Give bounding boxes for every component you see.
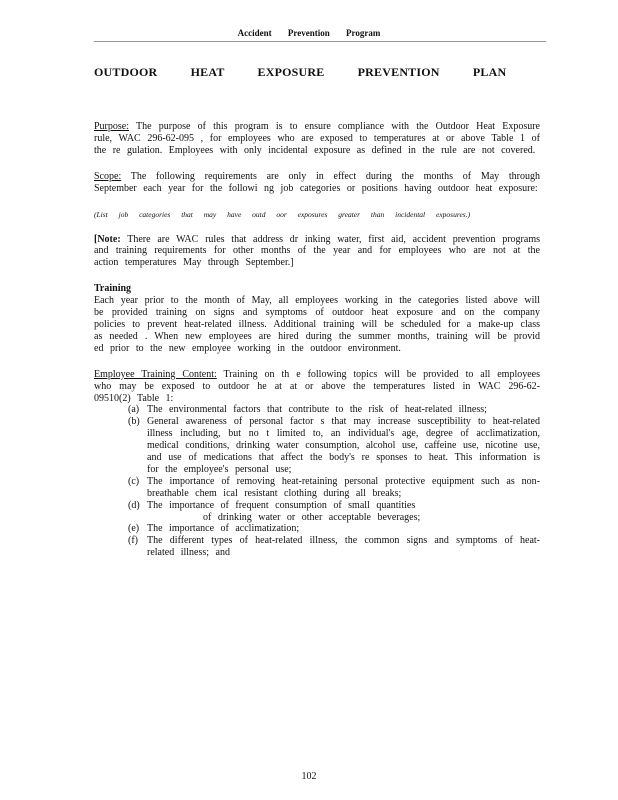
list-item-label: (b) [128,416,140,428]
document-title: OUTDOOR HEAT EXPOSURE PREVENTION PLAN [94,65,507,79]
list-item-text: General awareness of personal factor s that may increase susceptibility to heat-related illness including, but no t limited to, an individual's age, degree of acclimatization, medical conditions, drinking water consumption, alcohol use, caffeine use, nicotine use, and use of medications that affect the body's re sponses to heat. This information is for the employee's personal use; [147,416,540,475]
training-content-paragraph [94,369,540,405]
scope-label: Scope: [94,170,122,182]
training-content-label: Employee Training Content: [94,368,217,380]
list-item-text: The importance of acclimatization; [147,523,300,535]
list-item [94,523,540,535]
list-item-label: (c) [128,475,140,487]
training-heading: Training [94,283,132,295]
list-item [94,500,540,524]
list-item-label: (e) [128,523,140,535]
training-paragraph [94,283,540,354]
scope-paragraph [94,171,540,195]
list-item [94,404,540,416]
purpose-text: The purpose of this program is to ensure compliance with the Outdoor Heat Exposure rule, WAC 296-62-095 , for employees who are exposed to temperatures at or above Table 1 of the re gulation. Employees with only incidental exposure as defined in the rule are not covered. [94,121,540,156]
list-item [94,416,540,476]
purpose-paragraph [94,121,540,157]
list-item-continuation: of drinking water or other acceptable beverages; [203,511,421,523]
note-label: [Note: [94,233,121,245]
list-item [94,535,540,559]
list-item-label: (d) [128,499,140,511]
training-topics-list [94,404,540,559]
header-rule [94,41,546,42]
document-body [94,121,540,559]
list-item-text: The importance of removing heat-retaining personal protective equipment such as non-breathable chem ical resistant clothing during all breaks; [147,475,540,499]
job-category-instruction: (List job categories that may have outd oor exposures greater than incidental exposures.) [94,209,471,219]
scope-text: The following requirements are only in effect during the months of May through September each year for the followi ng job categories or positions having outdoor heat exposure: [94,170,540,194]
training-text: Each year prior to the month of May, all employees working in the categories listed above will be provided training on signs and symptoms of outdoor heat exposure and on the company policies to prevent heat-related illness. Additional training will be scheduled for a make-up class as needed . When new employees are hired during the summer months, training will be provid ed prior to the new employee working in the outdoor environment. [94,295,540,354]
list-item-text: The different types of heat-related illness, the common signs and symptoms of heat-related illness; and [147,535,540,559]
note-paragraph [94,234,540,270]
list-item-label: (a) [128,404,140,416]
training-content-text: Training on th e following topics will be provided to all employees who may be exposed to outdoor he at at or above the temperatures listed in WAC 296-62-09510(2) Table 1: [94,368,540,404]
page-number: 102 [301,771,317,782]
list-item-text: The importance of frequent consumption of small quantities [147,499,416,511]
running-header: Accident Prevention Program [237,28,381,38]
list-item [94,476,540,500]
list-item-label: (f) [128,535,138,547]
list-item-text: The environmental factors that contribute to the risk of heat-related illness; [147,404,487,416]
purpose-label: Purpose: [94,121,129,132]
note-text: There are WAC rules that address dr inking water, first aid, accident prevention programs and training requirements for other months of the year and for employees who are not at the action temperatures May through September.] [94,233,540,269]
